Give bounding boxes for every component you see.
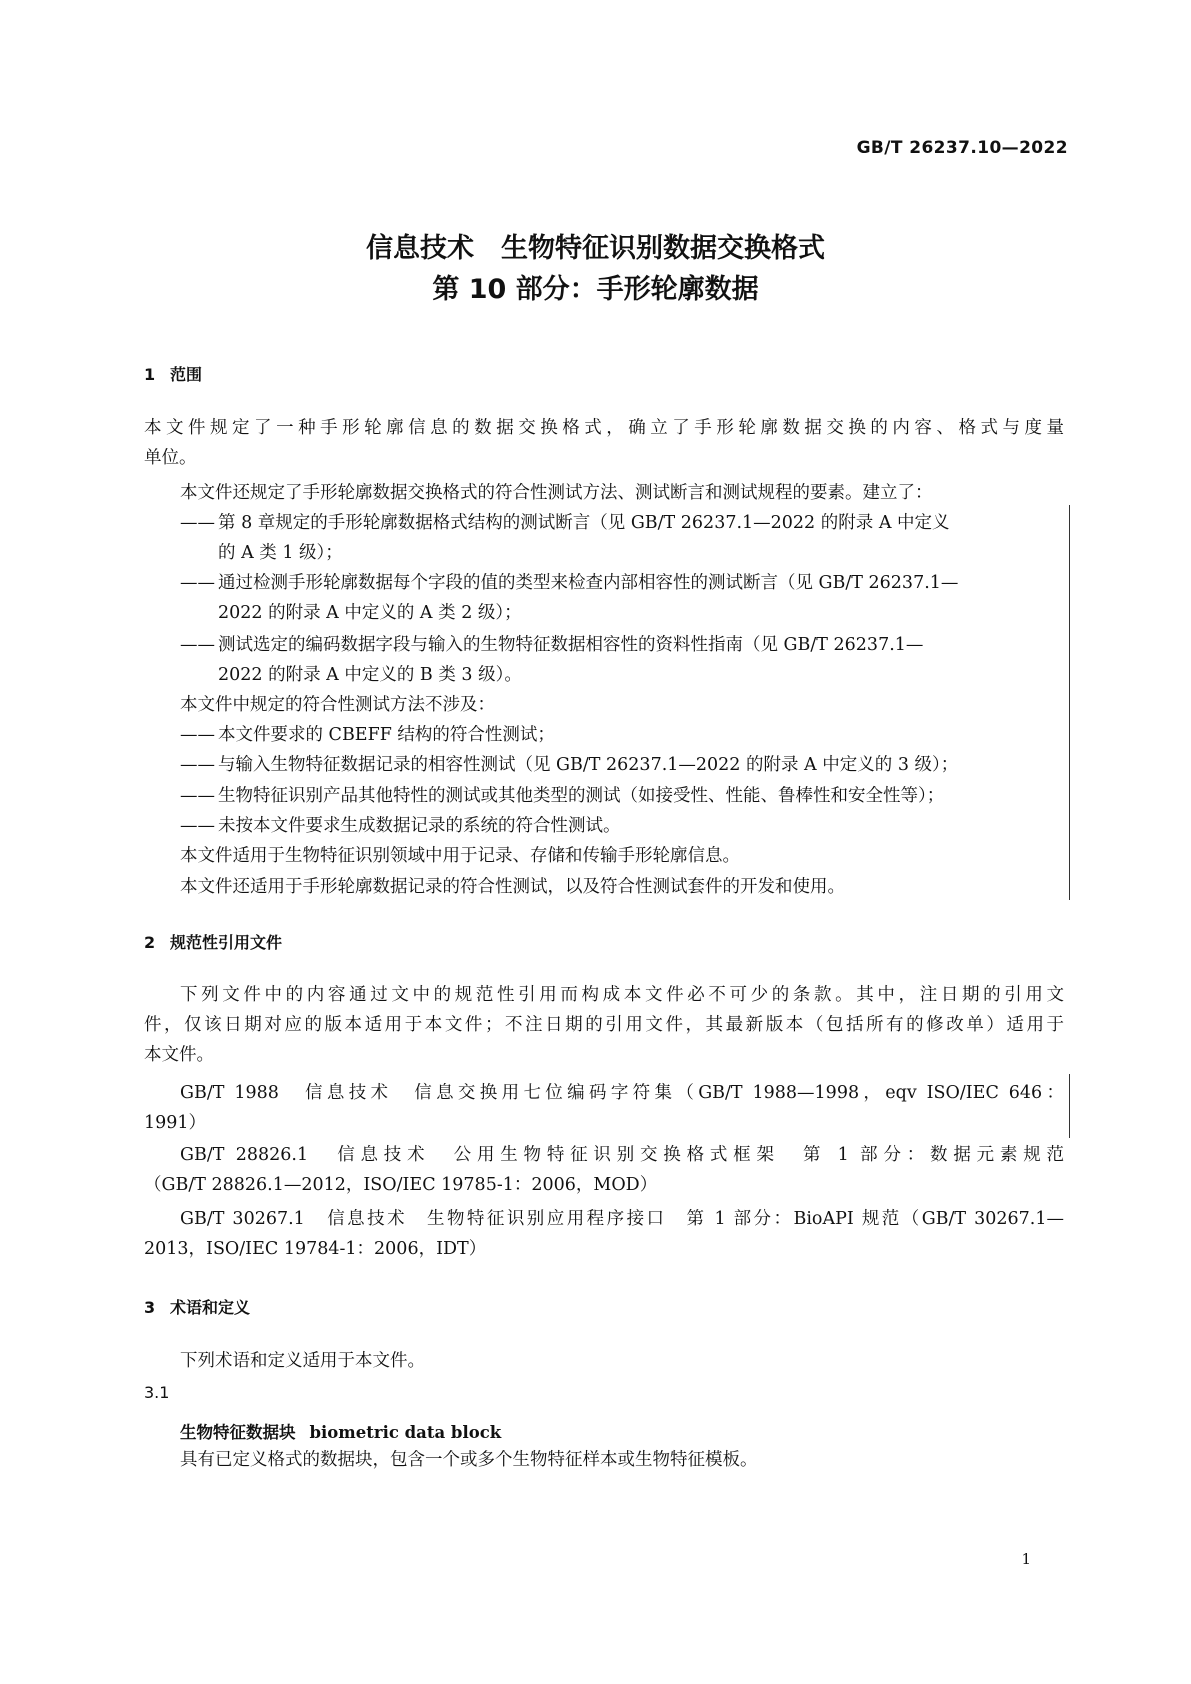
s2-paragraph-1-line3: 本文件。 — [144, 1045, 214, 1065]
term-entry — [180, 1419, 501, 1443]
s1-paragraph-1-line2: 单位。 — [144, 448, 197, 468]
term-definition: 具有已定义格式的数据块，包含一个或多个生物特征样本或生物特征模板。 — [180, 1450, 758, 1470]
list-dash: —— — [180, 816, 215, 836]
s1-paragraph-3: 本文件中规定的符合性测试方法不涉及： — [180, 695, 495, 715]
section-number: 3 — [144, 1298, 156, 1317]
s2-reference-1-line2: 1991） — [144, 1113, 207, 1133]
s1-paragraph-2: 本文件还规定了手形轮廓数据交换格式的符合性测试方法、测试断言和测试规程的要素。建立了： — [180, 483, 933, 503]
list-dash: —— — [180, 786, 215, 806]
s2-paragraph-1-line1: 下列文件中的内容通过文中的规范性引用而构成本文件必不可少的条款。其中，注日期的引用文 — [180, 985, 1064, 1005]
s1-paragraph-5: 本文件还适用于手形轮廓数据记录的符合性测试，以及符合性测试套件的开发和使用。 — [180, 877, 845, 897]
s1-bullet-1-line1: —— 第 8 章规定的手形轮廓数据格式结构的测试断言（见 GB/T 26237.1—2022 的附录 A 中定义 — [180, 508, 950, 538]
s2-reference-1-line1: GB/T 1988 信息技术 信息交换用七位编码字符集（GB/T 1988—1998，eqv ISO/IEC 646： — [180, 1083, 1064, 1103]
s1-exclusion-3: —— 生物特征识别产品其他特性的测试或其他类型的测试（如接受性、性能、鲁棒性和安全性等）； — [180, 781, 944, 811]
page-number: 1 — [1021, 1550, 1031, 1568]
section-title: 范围 — [170, 365, 203, 384]
s1-bullet-3-line1: —— 测试选定的编码数据字段与输入的生物特征数据相容性的资料性指南（见 GB/T 26237.1— — [180, 630, 923, 660]
document-code: GB/T 26237.10—2022 — [856, 138, 1068, 158]
term-english: biometric data block — [309, 1423, 502, 1442]
list-dash: —— — [180, 513, 215, 533]
section-title: 术语和定义 — [170, 1298, 251, 1317]
change-bar — [1069, 1074, 1070, 1138]
s2-paragraph-1-line2: 件，仅该日期对应的版本适用于本文件；不注日期的引用文件，其最新版本（包括所有的修改单）适用于 — [144, 1015, 1064, 1035]
s1-bullet-2-line2: 2022 的附录 A 中定义的 A 类 2 级）； — [218, 603, 522, 623]
s2-reference-2-line2: （GB/T 28826.1—2012，ISO/IEC 19785-1：2006，MOD） — [144, 1175, 658, 1195]
list-dash: —— — [180, 635, 215, 655]
change-bar — [1069, 505, 1070, 900]
s1-paragraph-1-line1: 本文件规定了一种手形轮廓信息的数据交换格式，确立了手形轮廓数据交换的内容、格式与度量 — [144, 418, 1064, 438]
list-dash: —— — [180, 725, 215, 745]
document-title-line2: 第 10 部分：手形轮廓数据 — [432, 274, 759, 305]
section-2-heading — [144, 930, 282, 953]
term-chinese: 生物特征数据块 — [180, 1423, 296, 1442]
s2-reference-3-line2: 2013，ISO/IEC 19784-1：2006，IDT） — [144, 1239, 487, 1259]
section-number: 1 — [144, 365, 156, 384]
list-dash: —— — [180, 755, 215, 775]
section-3-heading — [144, 1295, 250, 1318]
section-1-heading — [144, 362, 202, 385]
s1-exclusion-4: —— 未按本文件要求生成数据记录的系统的符合性测试。 — [180, 811, 621, 841]
s2-reference-3-line1: GB/T 30267.1 信息技术 生物特征识别应用程序接口 第 1 部分：BioAPI 规范（GB/T 30267.1— — [180, 1209, 1064, 1229]
section-title: 规范性引用文件 — [170, 933, 283, 952]
s1-bullet-3-line2: 2022 的附录 A 中定义的 B 类 3 级）。 — [218, 665, 522, 685]
s1-bullet-1-line2: 的 A 类 1 级）； — [218, 543, 343, 563]
s3-paragraph-1: 下列术语和定义适用于本文件。 — [180, 1351, 425, 1371]
section-number: 2 — [144, 933, 156, 952]
s1-exclusion-1: —— 本文件要求的 CBEFF 结构的符合性测试； — [180, 720, 555, 750]
s1-exclusion-2: —— 与输入生物特征数据记录的相容性测试（见 GB/T 26237.1—2022 的附录 A 中定义的 3 级）； — [180, 750, 958, 780]
s1-bullet-2-line1: —— 通过检测手形轮廓数据每个字段的值的类型来检查内部相容性的测试断言（见 GB/T 26237.1— — [180, 568, 958, 598]
document-title-line1: 信息技术 生物特征识别数据交换格式 — [366, 233, 825, 264]
term-number: 3.1 — [144, 1383, 170, 1402]
s1-paragraph-4: 本文件适用于生物特征识别领域中用于记录、存储和传输手形轮廓信息。 — [180, 846, 740, 866]
s2-reference-2-line1: GB/T 28826.1 信息技术 公用生物特征识别交换格式框架 第 1 部分：数据元素规范 — [180, 1145, 1064, 1165]
list-dash: —— — [180, 573, 215, 593]
